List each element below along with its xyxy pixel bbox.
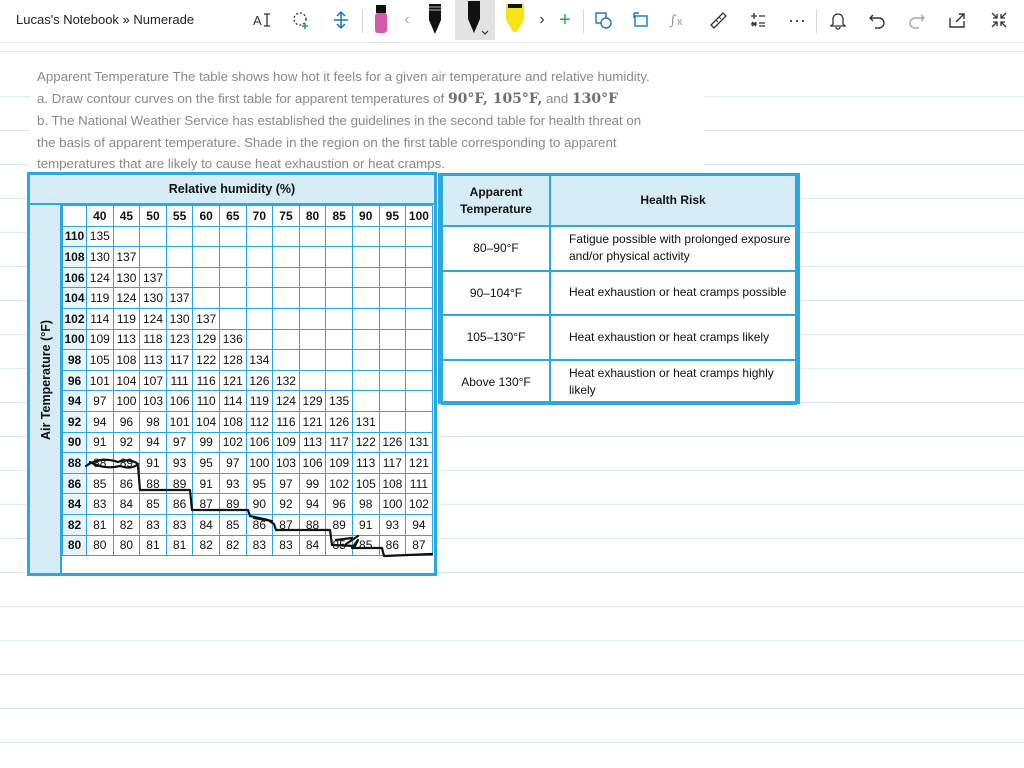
apparent-temperature-cell: 117 xyxy=(379,453,406,474)
humidity-column-header: 45 xyxy=(113,206,140,227)
apparent-temperature-cell: 97 xyxy=(166,432,193,453)
apparent-temperature-cell: 102 xyxy=(406,494,433,515)
apparent-temperature-cell: 86 xyxy=(379,535,406,556)
problem-line: a. Draw contour curves on the first table for apparent temperatures of 90°F, 105°F, and 130°F xyxy=(37,90,619,107)
humidity-column-header: 65 xyxy=(219,206,246,227)
apparent-temperature-cell: 89 xyxy=(113,453,140,474)
apparent-temperature-cell: 95 xyxy=(193,453,220,474)
apparent-temperature-cell: 87 xyxy=(193,494,220,515)
apparent-temperature-cell: 110 xyxy=(193,391,220,412)
apparent-temperature-cell: 116 xyxy=(193,370,220,391)
apparent-temperature-cell: 81 xyxy=(140,535,167,556)
humidity-column-header: 80 xyxy=(299,206,326,227)
apparent-temperature-cell: 111 xyxy=(166,370,193,391)
humidity-column-header: 95 xyxy=(379,206,406,227)
air-temperature-row-header: 86 xyxy=(63,473,87,494)
air-temperature-row-header: 106 xyxy=(63,267,87,288)
svg-text:x: x xyxy=(677,16,683,28)
scroll-left-icon[interactable]: ‹ xyxy=(404,11,410,28)
apparent-temperature-cell: 108 xyxy=(379,473,406,494)
apparent-temperature-cell: 97 xyxy=(219,453,246,474)
air-temperature-row-header: 110 xyxy=(63,226,87,247)
apparent-temperature-cell: 90 xyxy=(246,494,273,515)
apparent-temperature-cell: 87 xyxy=(273,514,300,535)
apparent-temperature-cell: 89 xyxy=(219,494,246,515)
apparent-temperature-cell: 121 xyxy=(406,453,433,474)
apparent-temperature-cell: 86 xyxy=(246,514,273,535)
apparent-temperature-cell: 109 xyxy=(273,432,300,453)
apparent-temperature-cell: 100 xyxy=(379,494,406,515)
apparent-temperature-cell: 132 xyxy=(273,370,300,391)
humidity-column-header: 85 xyxy=(326,206,353,227)
humidity-column-header: 90 xyxy=(352,206,379,227)
apparent-temperature-cell: 94 xyxy=(87,411,114,432)
apparent-temperature-cell: 101 xyxy=(87,370,114,391)
apparent-temperature-cell: 116 xyxy=(273,411,300,432)
air-temperature-row-header: 98 xyxy=(63,350,87,371)
humidity-column-header: 60 xyxy=(193,206,220,227)
apparent-temperature-cell: 97 xyxy=(273,473,300,494)
air-temperature-row-header: 90 xyxy=(63,432,87,453)
apparent-temperature-cell: 96 xyxy=(326,494,353,515)
apparent-temperature-cell: 96 xyxy=(113,411,140,432)
apparent-temperature-cell: 123 xyxy=(166,329,193,350)
apparent-temperature-cell: 91 xyxy=(352,514,379,535)
apparent-temperature-cell: 106 xyxy=(299,453,326,474)
apparent-temperature-cell: 82 xyxy=(219,535,246,556)
apparent-temperature-cell: 111 xyxy=(406,473,433,494)
health-risk-cell: Heat exhaustion or heat cramps possible xyxy=(550,271,796,316)
apparent-temperature-cell: 105 xyxy=(352,473,379,494)
apparent-temperature-cell: 129 xyxy=(193,329,220,350)
apparent-temperature-cell: 102 xyxy=(326,473,353,494)
apparent-temperature-cell: 130 xyxy=(140,288,167,309)
humidity-column-header: 55 xyxy=(166,206,193,227)
air-temperature-row-header: 94 xyxy=(63,391,87,412)
problem-line: temperatures that are likely to cause heat exhaustion or heat cramps. xyxy=(37,156,445,171)
apparent-temperature-cell: 91 xyxy=(193,473,220,494)
health-risk-cell: Heat exhaustion or heat cramps highly likely xyxy=(550,360,796,405)
apparent-temperature-cell: 82 xyxy=(113,514,140,535)
apparent-temperature-cell: 134 xyxy=(246,350,273,371)
apparent-temperature-cell: 91 xyxy=(140,453,167,474)
apparent-temperature-cell: 121 xyxy=(299,411,326,432)
apparent-temperature-cell: 80 xyxy=(113,535,140,556)
apparent-temperature-cell: 137 xyxy=(193,308,220,329)
apparent-temperature-cell: 94 xyxy=(140,432,167,453)
table-row xyxy=(442,271,796,316)
table-row xyxy=(442,226,796,271)
apparent-temperature-cell: 92 xyxy=(273,494,300,515)
apparent-temperature-cell: 108 xyxy=(219,411,246,432)
apparent-temperature-cell: 102 xyxy=(219,432,246,453)
apparent-temperature-cell: 84 xyxy=(193,514,220,535)
air-temperature-row-header: 92 xyxy=(63,411,87,432)
apparent-temperature-cell: 130 xyxy=(113,267,140,288)
apparent-temperature-cell: 124 xyxy=(113,288,140,309)
app-title: Lucas's Notebook » Numerade xyxy=(16,12,195,27)
apparent-temperature-cell: 136 xyxy=(219,329,246,350)
apparent-temperature-cell: 85 xyxy=(219,514,246,535)
apparent-temperature-cell: 106 xyxy=(246,432,273,453)
health-risk-cell: Fatigue possible with prolonged exposure and/or physical activity xyxy=(550,226,796,271)
humidity-header: Relative humidity (%) xyxy=(30,175,434,205)
temperature-range-cell: 80–90°F xyxy=(442,226,550,271)
apparent-temperature-cell: 83 xyxy=(87,494,114,515)
apparent-temperature-cell: 84 xyxy=(113,494,140,515)
apparent-temperature-cell: 81 xyxy=(87,514,114,535)
humidity-column-header: 75 xyxy=(273,206,300,227)
apparent-temperature-cell: 113 xyxy=(113,329,140,350)
apparent-temperature-cell: 98 xyxy=(140,411,167,432)
air-temperature-row-header: 100 xyxy=(63,329,87,350)
apparent-temperature-cell: 124 xyxy=(273,391,300,412)
humidity-column-header: 70 xyxy=(246,206,273,227)
more-icon[interactable]: ··· xyxy=(788,9,806,30)
apparent-temperature-cell: 103 xyxy=(273,453,300,474)
apparent-temperature-cell: 114 xyxy=(87,308,114,329)
apparent-temperature-cell: 126 xyxy=(246,370,273,391)
problem-line: b. The National Weather Service has established the guidelines in the second table for health threat on xyxy=(37,113,642,128)
apparent-temperature-cell: 88 xyxy=(140,473,167,494)
air-temperature-row-header: 84 xyxy=(63,494,87,515)
humidity-column-header: 40 xyxy=(87,206,114,227)
apparent-temperature-cell: 119 xyxy=(246,391,273,412)
apparent-temperature-cell: 100 xyxy=(246,453,273,474)
apparent-temperature-cell: 112 xyxy=(246,411,273,432)
apparent-temperature-cell: 131 xyxy=(352,411,379,432)
apparent-temperature-cell: 122 xyxy=(352,432,379,453)
health-risk-grid xyxy=(441,176,797,405)
apparent-temperature-cell: 85 xyxy=(326,535,353,556)
apparent-temperature-cell: 124 xyxy=(140,308,167,329)
svg-text:∫: ∫ xyxy=(669,13,677,29)
apparent-temperature-cell: 99 xyxy=(299,473,326,494)
problem-line: Apparent Temperature The table shows how hot it feels for a given air temperature and relative humidity. xyxy=(37,69,650,84)
air-temperature-row-header: 80 xyxy=(63,535,87,556)
apparent-temperature-cell: 104 xyxy=(113,370,140,391)
problem-line: the basis of apparent temperature. Shade in the region on the first table corresponding to apparent xyxy=(37,134,617,150)
apparent-temperature-cell: 94 xyxy=(406,514,433,535)
apparent-temperature-cell: 89 xyxy=(326,514,353,535)
apparent-temperature-cell: 122 xyxy=(193,350,220,371)
apparent-temperature-cell: 103 xyxy=(140,391,167,412)
apparent-temperature-cell: 130 xyxy=(87,247,114,268)
add-pen-icon[interactable]: + xyxy=(559,8,571,31)
apparent-temperature-cell: 108 xyxy=(113,350,140,371)
apparent-temperature-cell: 109 xyxy=(87,329,114,350)
apparent-temperature-cell: 106 xyxy=(166,391,193,412)
apparent-temperature-cell: 135 xyxy=(87,226,114,247)
apparent-temperature-cell: 121 xyxy=(219,370,246,391)
apparent-temperature-cell: 89 xyxy=(166,473,193,494)
apparent-temperature-cell: 124 xyxy=(87,267,114,288)
apparent-temperature-cell: 99 xyxy=(193,432,220,453)
apparent-temperature-cell: 81 xyxy=(166,535,193,556)
apparent-temperature-cell: 88 xyxy=(299,514,326,535)
temperature-range-cell: 90–104°F xyxy=(442,271,550,316)
apparent-temperature-cell: 83 xyxy=(166,514,193,535)
apparent-temperature-cell: 105 xyxy=(87,350,114,371)
apparent-temperature-cell: 113 xyxy=(352,453,379,474)
apparent-temperature-cell: 130 xyxy=(166,308,193,329)
apparent-temperature-cell: 113 xyxy=(140,350,167,371)
apparent-temperature-cell: 107 xyxy=(140,370,167,391)
apparent-temperature-cell: 86 xyxy=(166,494,193,515)
apparent-temperature-cell: 137 xyxy=(113,247,140,268)
apparent-temperature-cell: 137 xyxy=(140,267,167,288)
air-temperature-row-header: 96 xyxy=(63,370,87,391)
apparent-temperature-cell: 85 xyxy=(87,473,114,494)
health-risk-table xyxy=(438,173,800,404)
humidity-column-header: 50 xyxy=(140,206,167,227)
apparent-temperature-cell: 126 xyxy=(326,411,353,432)
apparent-temperature-cell: 91 xyxy=(87,432,114,453)
table-row xyxy=(442,315,796,360)
apparent-temperature-cell: 83 xyxy=(246,535,273,556)
apparent-temperature-cell: 80 xyxy=(87,535,114,556)
apparent-temperature-cell: 129 xyxy=(299,391,326,412)
apparent-temperature-cell: 131 xyxy=(406,432,433,453)
apparent-temperature-cell: 88 xyxy=(87,453,114,474)
apparent-temperature-cell: 126 xyxy=(379,432,406,453)
apparent-temperature-cell: 93 xyxy=(166,453,193,474)
air-temperature-row-header: 102 xyxy=(63,308,87,329)
apparent-temperature-cell: 83 xyxy=(273,535,300,556)
apparent-temperature-cell: 135 xyxy=(326,391,353,412)
apparent-temperature-cell: 83 xyxy=(140,514,167,535)
apparent-temperature-cell: 85 xyxy=(140,494,167,515)
apparent-temperature-cell: 137 xyxy=(166,288,193,309)
apparent-temperature-cell: 84 xyxy=(299,535,326,556)
air-temperature-row-header: 82 xyxy=(63,514,87,535)
apparent-temperature-cell: 95 xyxy=(246,473,273,494)
apparent-temperature-cell: 85 xyxy=(352,535,379,556)
apparent-temperature-cell: 119 xyxy=(87,288,114,309)
apparent-temperature-cell: 128 xyxy=(219,350,246,371)
apparent-temperature-cell: 82 xyxy=(193,535,220,556)
apparent-temperature-cell: 104 xyxy=(193,411,220,432)
scroll-right-icon[interactable]: › xyxy=(539,11,545,28)
apparent-temperature-cell: 94 xyxy=(299,494,326,515)
apparent-temperature-cell: 101 xyxy=(166,411,193,432)
air-temperature-row-header: 104 xyxy=(63,288,87,309)
apparent-temperature-cell: 117 xyxy=(166,350,193,371)
apparent-temperature-cell: 93 xyxy=(379,514,406,535)
apparent-temperature-cell: 114 xyxy=(219,391,246,412)
humidity-column-header: 100 xyxy=(406,206,433,227)
air-temperature-row-header: 108 xyxy=(63,247,87,268)
apparent-temperature-cell: 100 xyxy=(113,391,140,412)
health-risk-cell: Heat exhaustion or heat cramps likely xyxy=(550,315,796,360)
apparent-temperature-cell: 118 xyxy=(140,329,167,350)
apparent-temperature-header: Apparent Temperature xyxy=(442,176,550,226)
temperature-range-cell: Above 130°F xyxy=(442,360,550,405)
apparent-temperature-cell: 97 xyxy=(87,391,114,412)
air-temperature-row-header: 88 xyxy=(63,453,87,474)
health-risk-header: Health Risk xyxy=(550,176,796,226)
temperature-range-cell: 105–130°F xyxy=(442,315,550,360)
apparent-temperature-cell: 119 xyxy=(113,308,140,329)
air-temperature-axis-label: Air Temperature (°F) xyxy=(39,319,53,441)
apparent-temperature-cell: 87 xyxy=(406,535,433,556)
svg-text:A: A xyxy=(253,13,262,28)
apparent-temperature-cell: 117 xyxy=(326,432,353,453)
apparent-temperature-cell: 113 xyxy=(299,432,326,453)
apparent-temperature-cell: 98 xyxy=(352,494,379,515)
apparent-temperature-cell: 92 xyxy=(113,432,140,453)
table-row xyxy=(442,360,796,405)
apparent-temperature-cell: 86 xyxy=(113,473,140,494)
apparent-temperature-cell: 93 xyxy=(219,473,246,494)
apparent-temperature-cell: 109 xyxy=(326,453,353,474)
